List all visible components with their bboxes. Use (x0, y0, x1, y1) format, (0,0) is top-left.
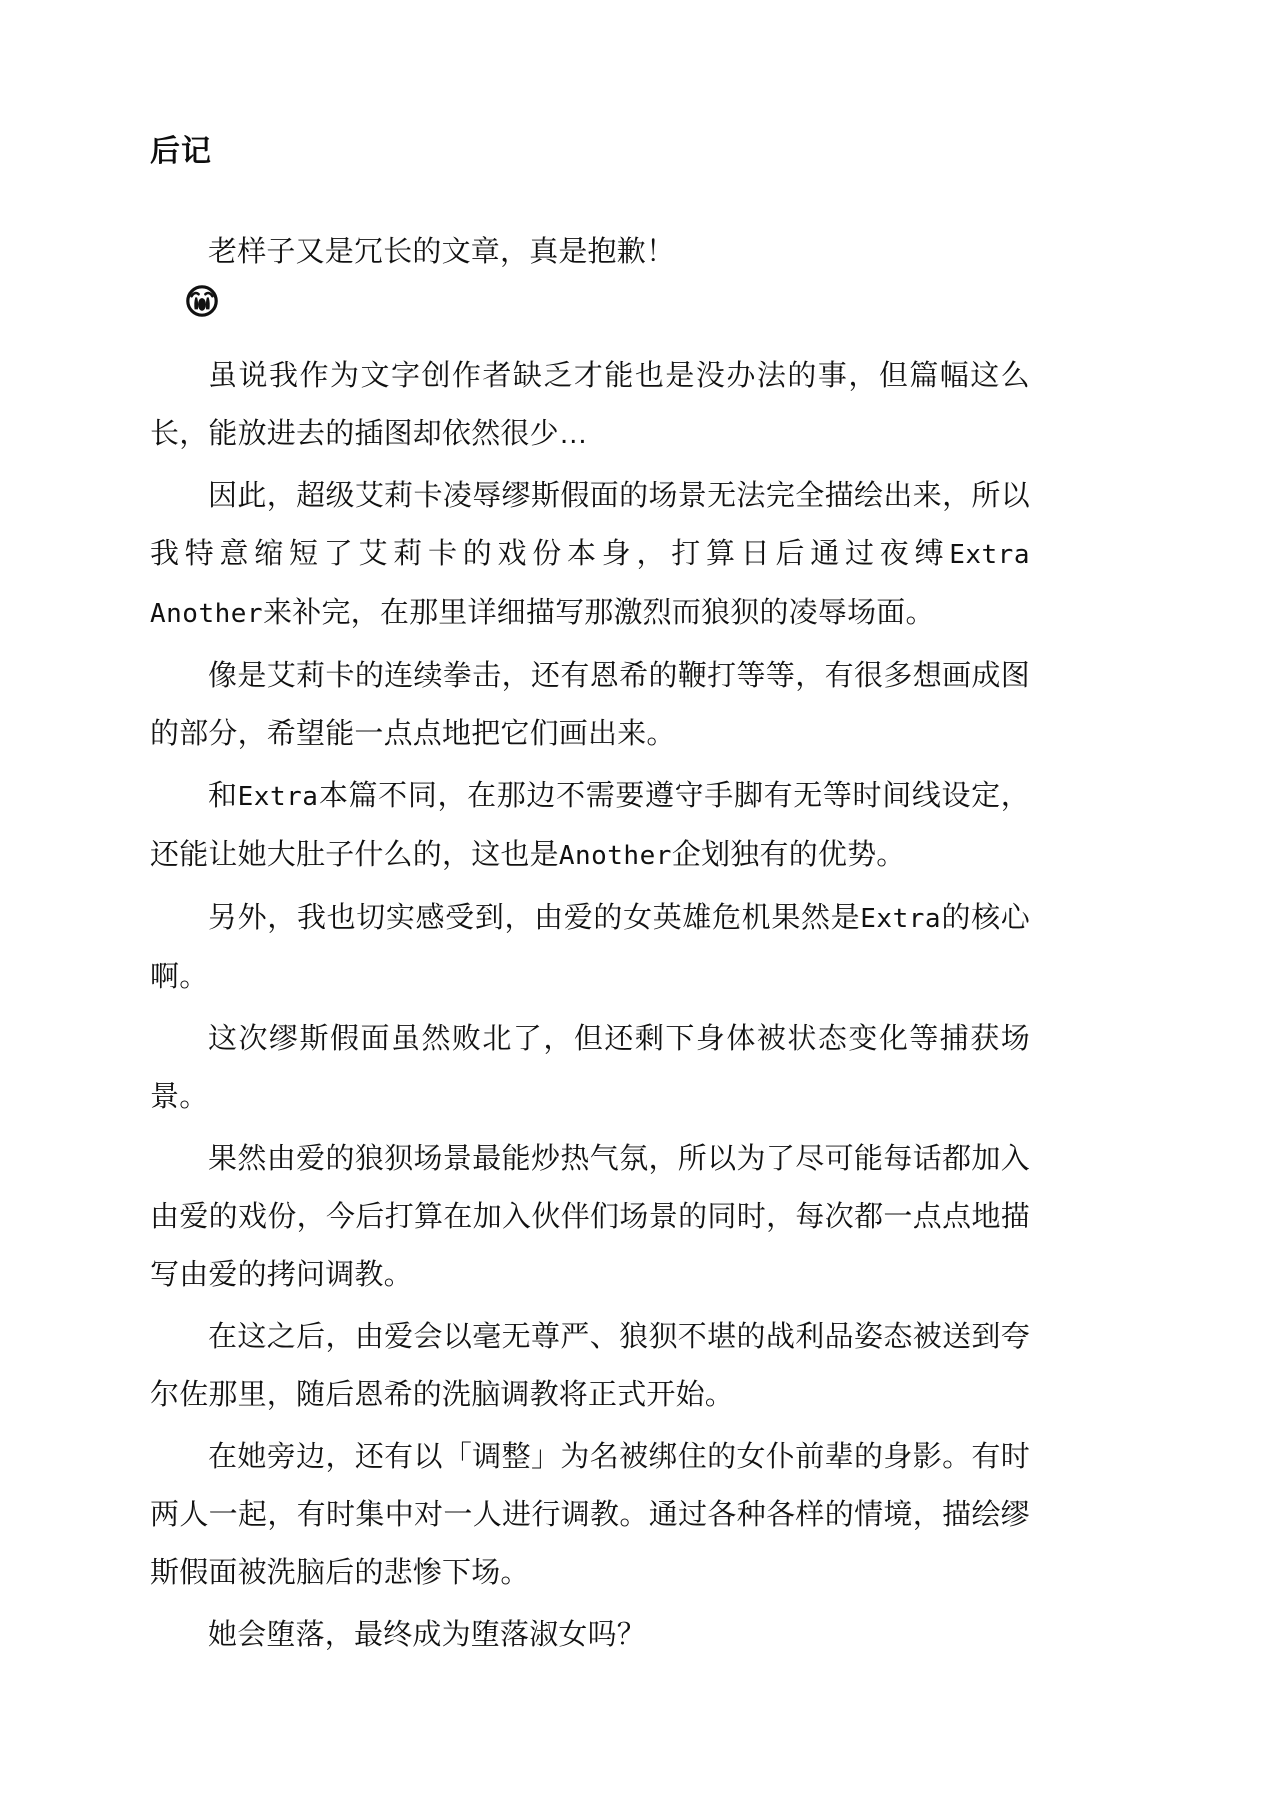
loudly-crying-face-icon (186, 285, 218, 341)
paragraph-5-segment-text: 和 (208, 780, 238, 812)
paragraph-6-segment-text-2: 的核心啊。 (150, 902, 1030, 993)
paragraph-5-segment-text-2: 本篇不同，在那边不需要遵守手脚有无等时间线设定，还能让她大肚子什么的，这也是 (150, 780, 1030, 871)
emoji-line (150, 285, 1030, 341)
paragraph-6 (150, 889, 1030, 1006)
paragraph-5 (150, 767, 1030, 885)
paragraph-5-segment-text-3: 企划独有的优势。 (671, 839, 906, 871)
paragraph-2: 虽说我作为文字创作者缺乏才能也是没办法的事，但篇幅这么长，能放进去的插图却依然很少… (150, 360, 1030, 450)
paragraph-9: 在这之后，由爱会以毫无尊严、狼狈不堪的战利品姿态被送到夸尔佐那里，随后恩希的洗脑调教将正式开始。 (150, 1321, 1030, 1411)
paragraph-8: 果然由爱的狼狈场景最能炒热气氛，所以为了尽可能每话都加入由爱的戏份，今后打算在加入伙伴们场景的同时，每次都一点点地描写由爱的拷问调教。 (150, 1143, 1030, 1291)
paragraph-6-segment-mono: Extra (860, 904, 942, 934)
paragraph-3 (150, 467, 1030, 643)
page-title: 后记 (150, 135, 212, 168)
paragraph-5-segment-mono-2: Another (558, 841, 672, 871)
paragraph-10: 在她旁边，还有以「调整」为名被绑住的女仆前辈的身影。有时两人一起，有时集中对一人进行调教。通过各种各样的情境，描绘缪斯假面被洗脑后的悲惨下场。 (150, 1441, 1030, 1589)
paragraph-7: 这次缪斯假面虽然败北了，但还剩下身体被状态变化等捕获场景。 (150, 1023, 1030, 1113)
paragraph-3-segment-text: 因此，超级艾莉卡凌辱缪斯假面的场景无法完全描绘出来，所以我特意缩短了艾莉卡的戏份本身，打算日后通过夜缚 (150, 480, 1030, 570)
paragraph-1: 老样子又是冗长的文章，真是抱歉！ (208, 236, 676, 268)
document-content (150, 132, 1030, 1668)
paragraph-6-segment-text: 另外，我也切实感受到，由爱的女英雄危机果然是 (208, 902, 861, 934)
paragraph-4: 像是艾莉卡的连续拳击，还有恩希的鞭打等等，有很多想画成图的部分，希望能一点点地把它们画出来。 (150, 660, 1030, 750)
paragraph-3-segment-text-2: 来补完，在那里详细描写那激烈而狼狈的凌辱场面。 (263, 597, 935, 629)
paragraph-11: 她会堕落，最终成为堕落淑女吗？ (208, 1619, 647, 1651)
paragraph-3-segment-mono: Extra Another (150, 540, 1030, 629)
paragraph-5-segment-mono: Extra (237, 782, 319, 812)
